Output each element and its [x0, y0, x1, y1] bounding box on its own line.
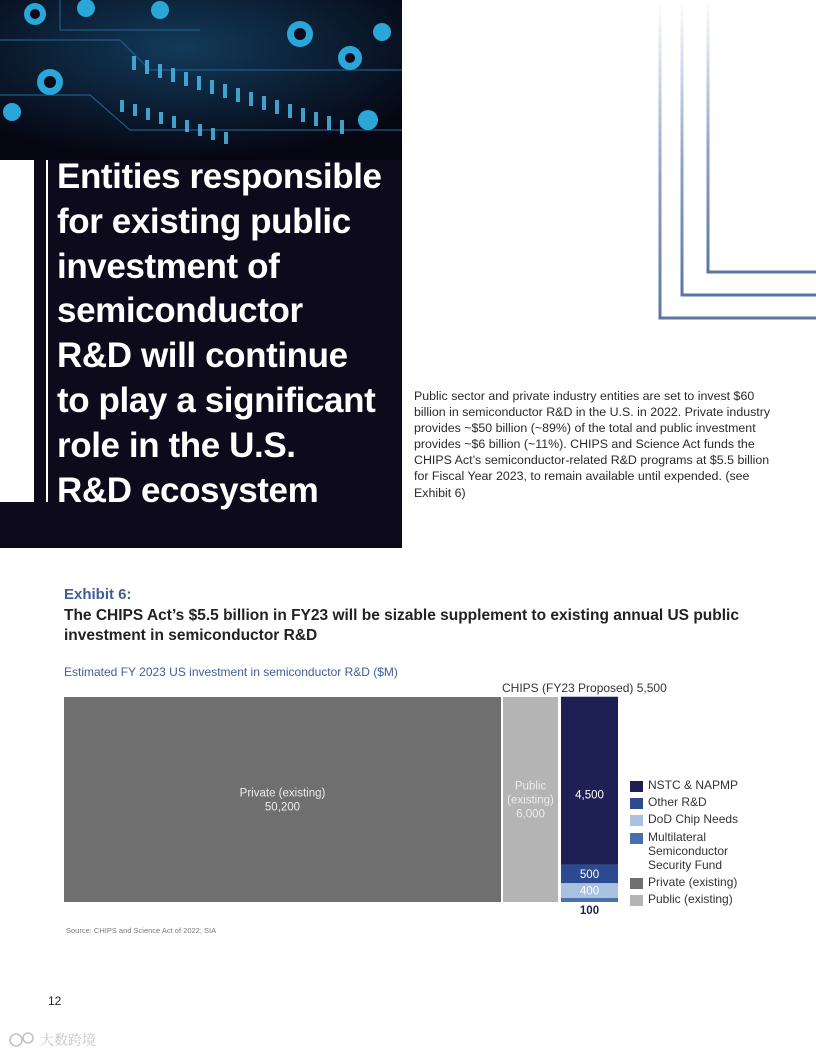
legend-swatch [630, 833, 643, 844]
data-label: 500 [579, 868, 600, 881]
legend-swatch [630, 895, 643, 906]
data-label: 400 [579, 885, 600, 898]
hero-title-line: investment of [57, 246, 280, 286]
hero-title-line: role in the U.S. [57, 425, 296, 465]
legend-label: Private (existing) [648, 875, 738, 890]
hero-title-line: semiconductor [57, 291, 303, 331]
legend-label: Multilateral Semiconductor Security Fund [648, 829, 729, 873]
page-number: 12 [48, 994, 62, 1008]
hero-title-line: to play a significant [57, 380, 376, 420]
legend-item [630, 812, 810, 826]
circuit-board-photo [0, 0, 402, 160]
bar-segment-multilateral-semiconductor-security-fund [561, 898, 618, 902]
hero-white-tab [0, 160, 34, 502]
exhibit-title: The CHIPS Act’s $5.5 billion in FY23 will be sizable supplement to existing annual US public investment in semiconductor R&D [64, 607, 739, 644]
source-note: Source: CHIPS and Science Act of 2022; SIA [66, 926, 217, 935]
data-label: Private (existing) 50,200 [239, 787, 326, 814]
hero-banner [0, 0, 402, 548]
hero-title-line: for existing public [57, 201, 351, 241]
hero-title [57, 155, 397, 513]
hero-title-line: R&D will continue [57, 336, 348, 376]
exhibit-label: Exhibit 6: [64, 586, 132, 603]
chips-total-label: CHIPS (FY23 Proposed) 5,500 [502, 681, 667, 695]
hero-title-line: Entities responsible [57, 157, 382, 196]
legend-item [630, 830, 810, 873]
legend-item [630, 778, 810, 792]
data-label: 4,500 [575, 789, 604, 802]
watermark-text: 大数跨境 [40, 1033, 96, 1049]
bar-segment-private-existing- [64, 697, 501, 902]
legend-item [630, 892, 810, 906]
legend-swatch [630, 798, 643, 809]
hero-title-line: R&D ecosystem [57, 470, 319, 510]
legend-swatch [630, 781, 643, 792]
legend-label: NSTC & NAPMP [648, 778, 739, 792]
legend-label: Other R&D [648, 795, 707, 810]
hero-vertical-rule [46, 160, 48, 502]
legend-swatch [630, 878, 643, 889]
chart-legend [630, 778, 810, 910]
legend-label: Public (existing) [648, 892, 733, 907]
investment-chart [60, 690, 630, 922]
decorative-corner-lines [652, 0, 816, 324]
intro-paragraph: Public sector and private industry entities are set to invest $60 billion in semiconductor R&D in the U.S. in 2022. Private industry provides ~$50 billion (~89%) of the total and public investment provides ~$6 billion (~11%). CHIPS and Science Act funds the CHIPS Act’s semiconductor-related R&D programs at $5.5 billion for Fiscal Year 2023, to remain available until expended. (see Exhibit 6) [414, 389, 771, 500]
legend-label: DoD Chip Needs [648, 812, 739, 827]
watermark-logo [6, 1028, 116, 1052]
legend-swatch [630, 815, 643, 826]
data-label: 100 [579, 905, 600, 917]
bar-segment-nstc-napmp [561, 697, 618, 865]
data-label: Public (existing) 6,000 [507, 780, 554, 821]
chart-title: Estimated FY 2023 US investment in semiconductor R&D ($M) [64, 665, 398, 679]
legend-item [630, 875, 810, 889]
legend-item [630, 795, 810, 809]
